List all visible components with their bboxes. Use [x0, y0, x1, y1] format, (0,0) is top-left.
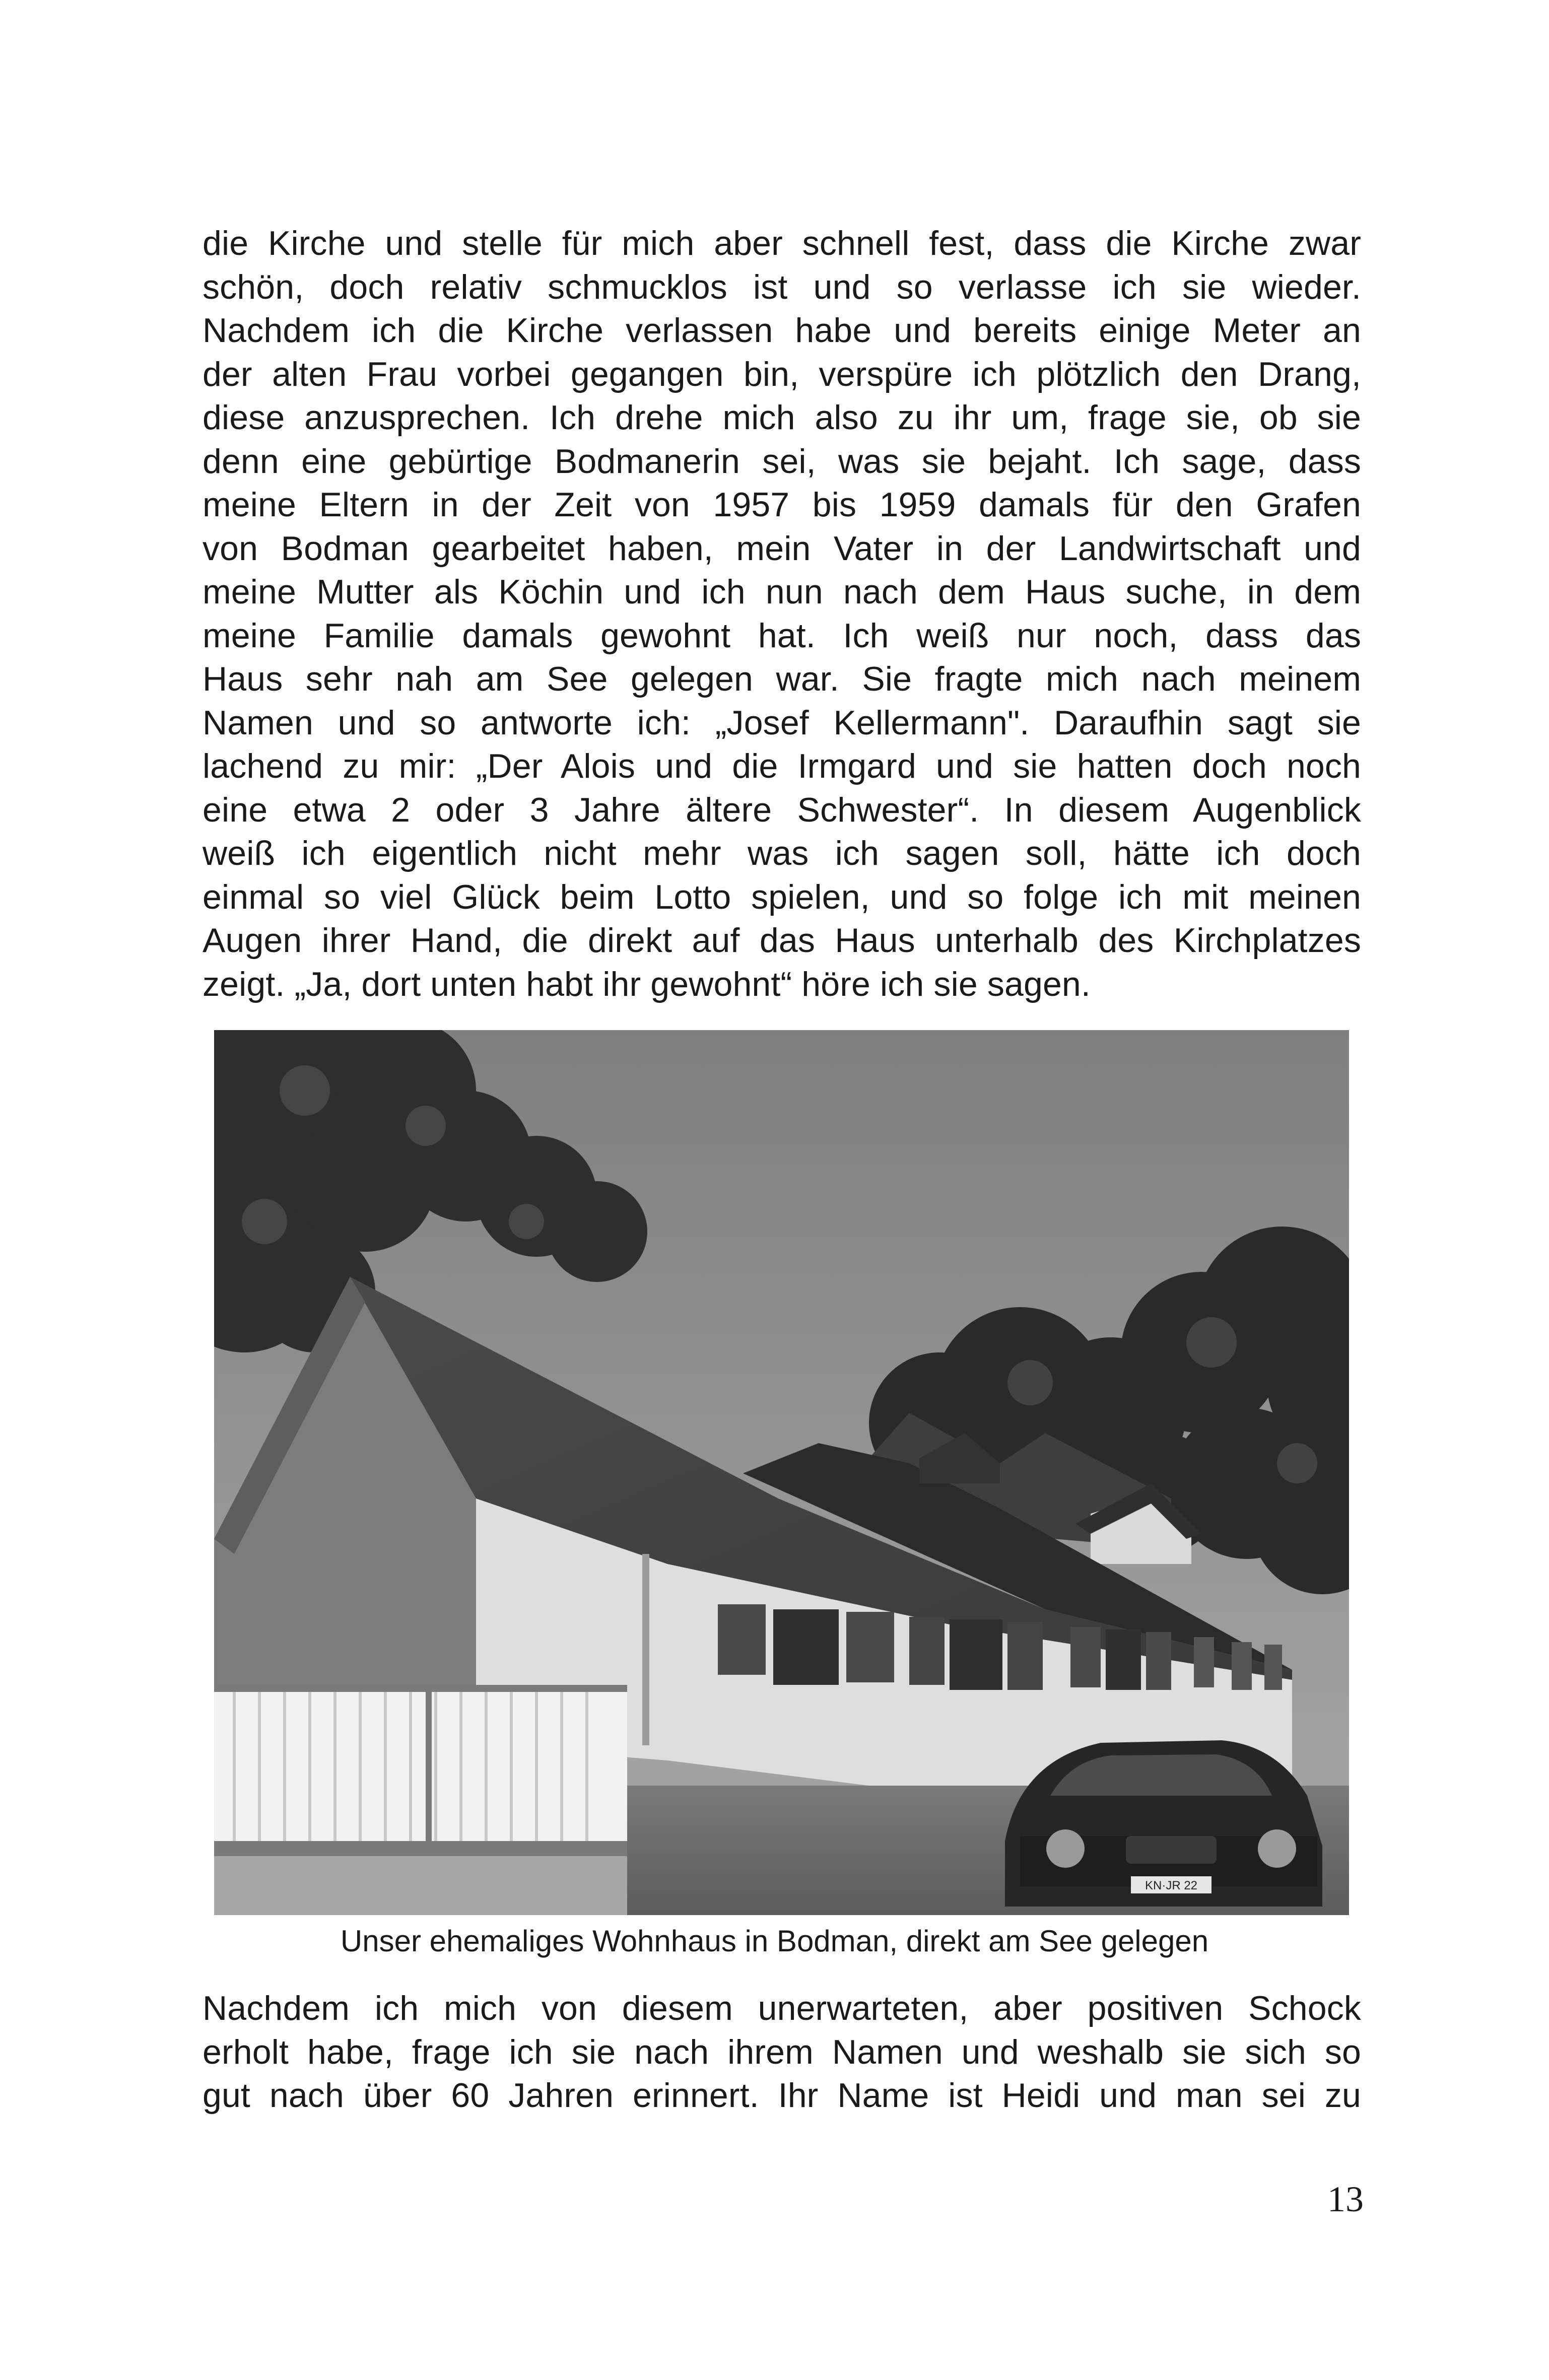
- text-line: diese anzusprechen. Ich drehe mich also zu ihr um, frage sie, ob sie: [203, 398, 1361, 437]
- paragraph-2: [203, 1987, 1361, 2118]
- text-line: zeigt. „Ja, dort unten habt ihr gewohnt“ höre ich sie sagen.: [203, 965, 1091, 1003]
- text-line: Haus sehr nah am See gelegen war. Sie fragte mich nach meinem: [203, 660, 1361, 698]
- text-line: schön, doch relativ schmucklos ist und so verlasse ich sie wieder.: [203, 267, 1361, 306]
- text-line: Nachdem ich mich von diesem unerwarteten, aber positiven Schock: [203, 1989, 1361, 2027]
- house-photo: [214, 1030, 1349, 1915]
- text-line: meine Eltern in der Zeit von 1957 bis 1959 damals für den Grafen: [203, 486, 1361, 524]
- text-line: weiß ich eigentlich nicht mehr was ich sagen soll, hätte ich doch: [203, 834, 1361, 872]
- paragraph-1: [203, 222, 1361, 1006]
- text-line: von Bodman gearbeitet haben, mein Vater in der Landwirtschaft und: [203, 529, 1361, 568]
- text-line: erholt habe, frage ich sie nach ihrem Namen und weshalb sie sich so: [203, 2032, 1361, 2071]
- text-line: Augen ihrer Hand, die direkt auf das Haus unterhalb des Kirchplatzes: [203, 921, 1361, 960]
- concrete-base: [214, 1856, 667, 1915]
- text-line: meine Mutter als Köchin und ich nun nach dem Haus suche, in dem: [203, 573, 1361, 611]
- fence-wall: [214, 1690, 627, 1841]
- house-photo-illustration: [214, 1030, 1349, 1915]
- text-line: einmal so viel Glück beim Lotto spielen, und so folge ich mit meinen: [203, 877, 1361, 916]
- text-line: eine etwa 2 oder 3 Jahre ältere Schwester“. In diesem Augenblick: [203, 790, 1361, 829]
- text-line: der alten Frau vorbei gegangen bin, verspüre ich plötzlich den Drang,: [203, 355, 1361, 393]
- text-line: die Kirche und stelle für mich aber schnell fest, dass die Kirche zwar: [203, 224, 1361, 262]
- text-line: Nachdem ich die Kirche verlassen habe und bereits einige Meter an: [203, 311, 1361, 350]
- downpipe: [642, 1554, 649, 1745]
- text-line: lachend zu mir: „Der Alois und die Irmgard und sie hatten doch noch: [203, 747, 1361, 785]
- page-number: 13: [1327, 2179, 1364, 2219]
- license-plate: KN·JR 22: [1144, 1879, 1198, 1892]
- figure-caption: Unser ehemaliges Wohnhaus in Bodman, direkt am See gelegen: [340, 1924, 1209, 1958]
- text-line: gut nach über 60 Jahren erinnert. Ihr Name ist Heidi und man sei zu: [203, 2076, 1361, 2115]
- text-line: Namen und so antworte ich: „Josef Kellermann". Daraufhin sagt sie: [203, 703, 1361, 742]
- text-line: meine Familie damals gewohnt hat. Ich weiß nur noch, dass das: [203, 616, 1361, 655]
- text-line: denn eine gebürtige Bodmanerin sei, was sie bejaht. Ich sage, dass: [203, 442, 1361, 481]
- car: [1005, 1740, 1322, 1907]
